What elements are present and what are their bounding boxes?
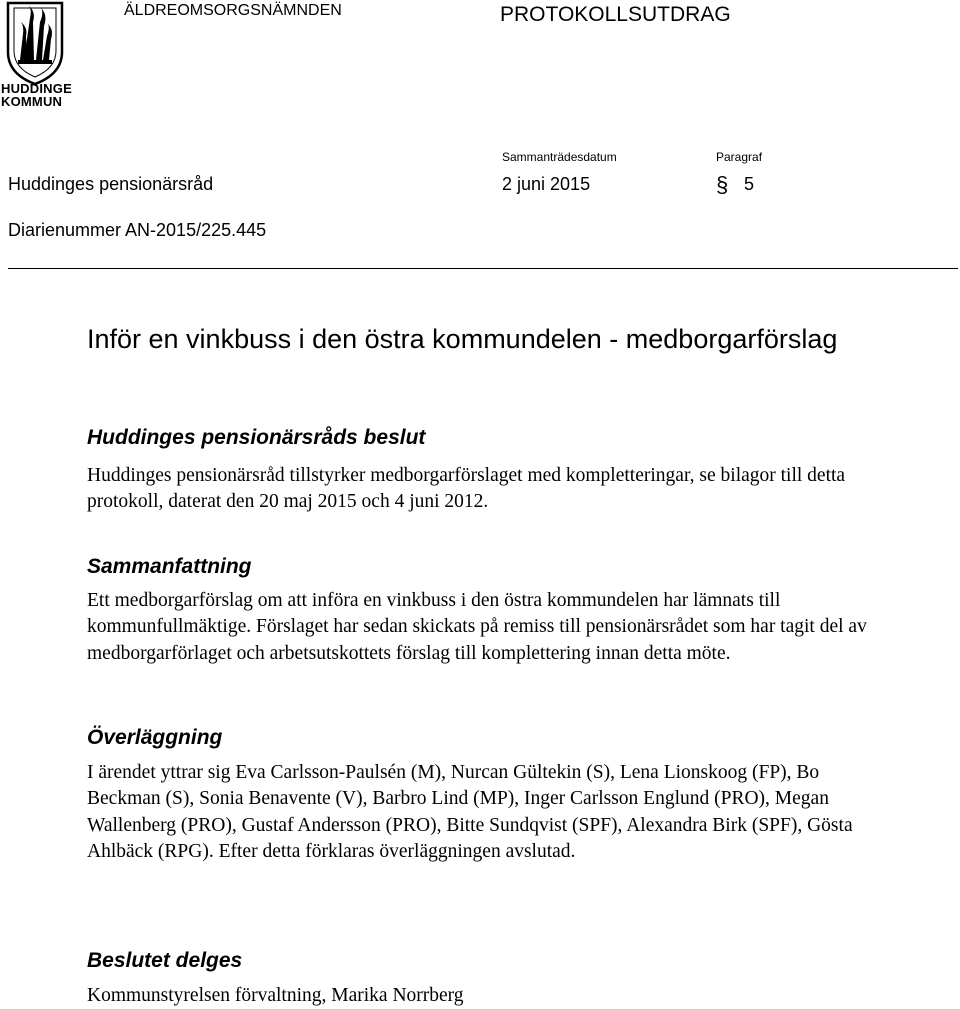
summary-heading: Sammanfattning (87, 555, 252, 578)
logo-text-line2: KOMMUN (1, 94, 63, 109)
distribution-heading: Beslutet delges (87, 949, 243, 972)
decision-heading: Huddinges pensionärsråds beslut (87, 426, 426, 449)
paragraph-sign: § (716, 172, 729, 197)
huddinge-logo (0, 0, 72, 109)
meeting-date: 2 juni 2015 (502, 174, 591, 194)
department-name: ÄLDREOMSORGSNÄMNDEN (124, 2, 342, 19)
deliberation-heading: Överläggning (87, 726, 223, 749)
deliberation-text: I ärendet yttrar sig Eva Carlsson-Paulsén (M), Nurcan Gültekin (S), Lena Lionskoog (FP), Bo Beckman (S), Sonia Benavente (V), Barbro Lind (MP), Inger Carlsson Englund (PRO), Megan Wallenberg (PRO), Gustaf Andersson (PRO), Bitte Sundqvist (SPF), Alexandra Birk (SPF), Gösta Ahlbäck (RPG). Efter detta förklaras överläggningen avslutad. (87, 762, 853, 862)
paragraph-number: 5 (744, 174, 755, 194)
date-label: Sammanträdesdatum (502, 150, 617, 164)
logo-text-line1: HUDDINGE (1, 81, 72, 96)
case-number: Diarienummer AN-2015/225.445 (8, 220, 267, 240)
header-divider (8, 268, 958, 269)
document-type: PROTOKOLLSUTDRAG (500, 3, 731, 26)
paragraph-label: Paragraf (716, 150, 763, 164)
shield-icon (0, 0, 66, 86)
page-title: Inför en vinkbuss i den östra kommundelen - medborgarförslag (87, 324, 838, 354)
decision-text: Huddinges pensionärsråd tillstyrker medborgarförslaget med kompletteringar, se bilagor till detta protokoll, daterat den 20 maj 2015 och 4 juni 2012. (87, 465, 846, 513)
body-name: Huddinges pensionärsråd (8, 174, 214, 194)
summary-text: Ett medborgarförslag om att införa en vinkbuss i den östra kommundelen har lämnats till kommunfullmäktige. Förslaget har sedan skickats på remiss till pensionärsrådet som har tagit del av medborgarförlaget och arbetsutskottets förslag till komplettering innan detta möte. (87, 590, 867, 664)
distribution-text: Kommunstyrelsen förvaltning, Marika Norrberg (87, 985, 464, 1006)
